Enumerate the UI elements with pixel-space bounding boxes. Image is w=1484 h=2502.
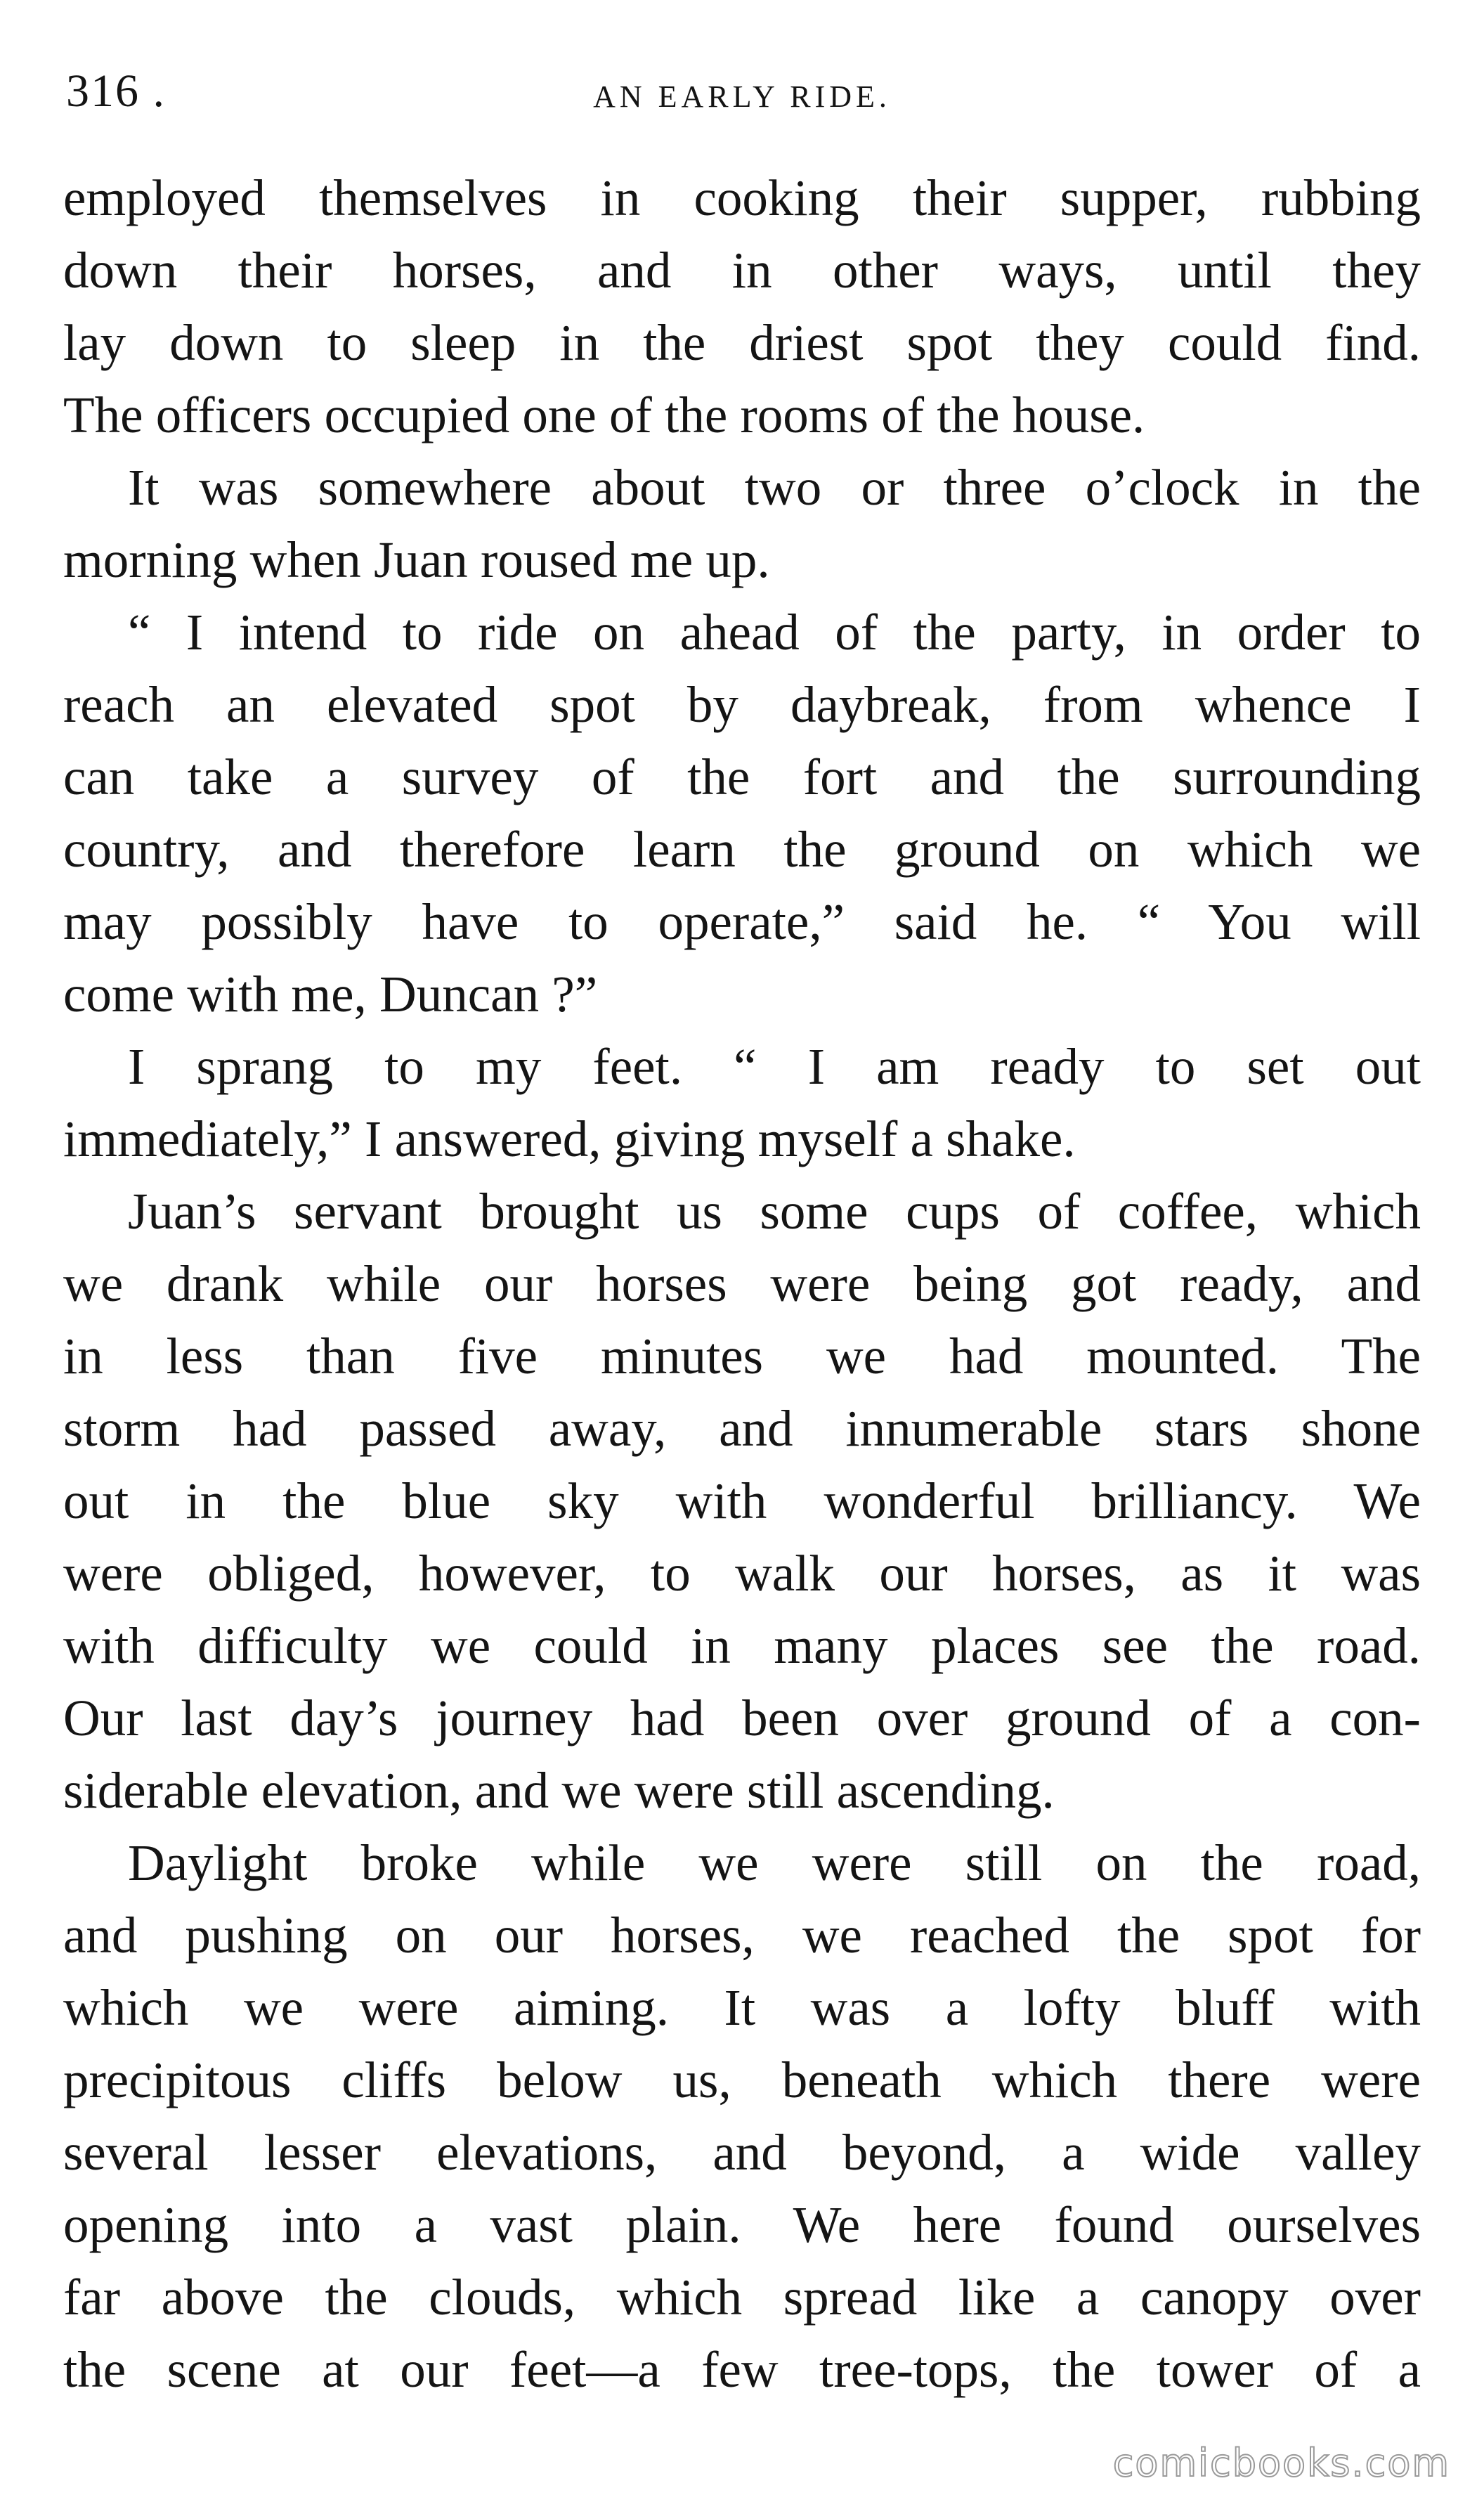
text-line: immediately,” I answered, giving myself a shake. (63, 1110, 1076, 1167)
text-line: the scene at our feet—a few tree-tops, the tower of a (63, 2341, 1421, 2398)
text-line: opening into a vast plain. We here found ourselves (63, 2196, 1421, 2253)
text-line: come with me, Duncan ?” (63, 966, 598, 1023)
text-line: storm had passed away, and innumerable stars shone (63, 1400, 1421, 1457)
text-line: down their horses, and in other ways, until they (63, 242, 1421, 299)
text-line: siderable elevation, and we were still ascending. (63, 1762, 1055, 1819)
text-line: employed themselves in cooking their supper, rubbing (63, 169, 1421, 226)
text-line: were obliged, however, to walk our horses, as it was (63, 1545, 1421, 1602)
page-header (63, 65, 1421, 128)
text-line: precipitous cliffs below us, beneath which there were (63, 2051, 1421, 2108)
text-line: Daylight broke while we were still on the road, (128, 1834, 1421, 1891)
text-line: Juan’s servant brought us some cups of coffee, which (128, 1183, 1421, 1240)
text-line: morning when Juan roused me up. (63, 531, 770, 588)
text-line: far above the clouds, which spread like a canopy over (63, 2269, 1421, 2326)
text-line: “ I intend to ride on ahead of the party, in order to (128, 604, 1421, 661)
text-line: The officers occupied one of the rooms of the house. (63, 387, 1145, 443)
text-line: out in the blue sky with wonderful brilliancy. We (63, 1472, 1421, 1529)
body-text (63, 162, 1421, 2406)
text-line: may possibly have to operate,” said he. “ You will (63, 893, 1421, 950)
page-number: 316 . (66, 65, 166, 117)
text-line: in less than five minutes we had mounted. The (63, 1328, 1421, 1385)
text-line: which we were aiming. It was a lofty bluff with (63, 1979, 1421, 2036)
text-line: and pushing on our horses, we reached the spot for (63, 1907, 1421, 1964)
text-line: can take a survey of the fort and the surrounding (63, 748, 1421, 805)
running-title: AN EARLY RIDE. (593, 79, 891, 114)
text-line: It was somewhere about two or three o’clock in the (128, 459, 1421, 516)
watermark: comicbooks.com (1112, 2441, 1450, 2485)
text-line: reach an elevated spot by daybreak, from whence I (63, 676, 1421, 733)
text-line: with difficulty we could in many places see the road. (63, 1617, 1421, 1674)
text-line: lay down to sleep in the driest spot they could find. (63, 314, 1421, 371)
text-line: country, and therefore learn the ground on which we (63, 821, 1421, 878)
text-line: several lesser elevations, and beyond, a wide valley (63, 2124, 1421, 2181)
text-line: we drank while our horses were being got ready, and (63, 1255, 1421, 1312)
text-line: I sprang to my feet. “ I am ready to set out (128, 1038, 1421, 1095)
text-line: Our last day’s journey had been over ground of a con- (63, 1690, 1421, 1746)
